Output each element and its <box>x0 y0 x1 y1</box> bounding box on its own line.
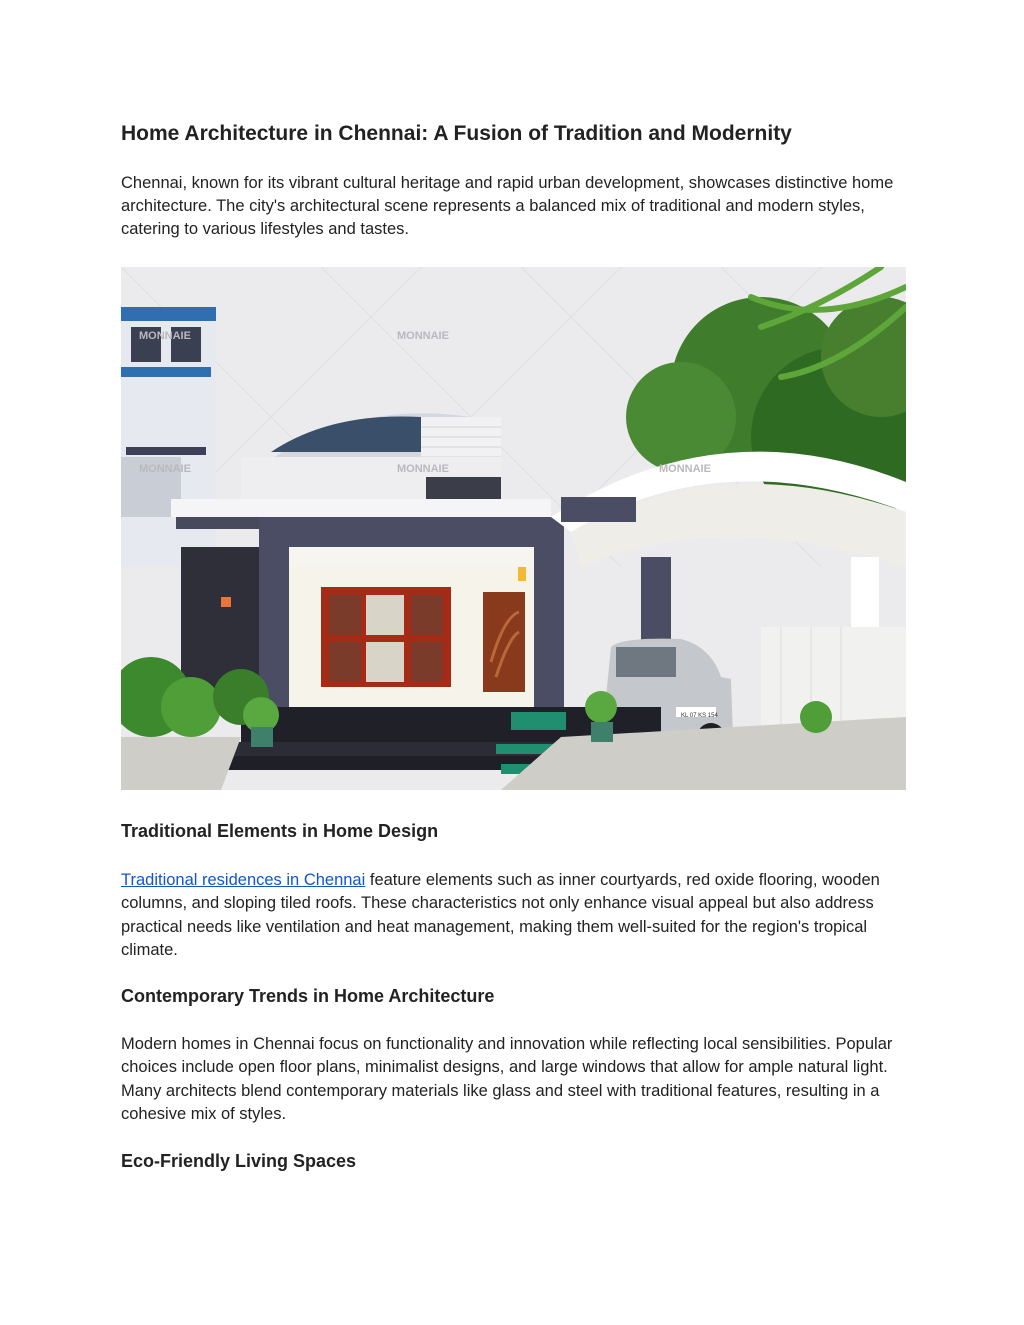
page-title: Home Architecture in Chennai: A Fusion of Tradition and Modernity <box>121 122 792 145</box>
intro-paragraph: Chennai, known for its vibrant cultural heritage and rapid urban development, showcases distinctive home architecture. The city's architectural scene represents a balanced mix of traditional and modern styles, catering to various lifestyles and tastes. <box>121 174 894 238</box>
license-plate: KL 07 KS 154 <box>681 713 718 719</box>
watermark-4: MONNAIE <box>659 463 711 475</box>
watermark-5: MONNAIE <box>139 463 191 475</box>
house-photo <box>121 267 906 790</box>
section-heading-traditional: Traditional Elements in Home Design <box>121 821 439 841</box>
watermark-1: MONNAIE <box>139 330 191 342</box>
watermark-3: MONNAIE <box>397 463 449 475</box>
section-heading-eco-friendly: Eco-Friendly Living Spaces <box>121 1151 357 1171</box>
contemporary-paragraph: Modern homes in Chennai focus on functionality and innovation while reflecting local sensibilities. Popular choices include open floor plans, minimalist designs, and large windows that allow for ample natural light. Many architects blend contemporary materials like glass and steel with traditional features, resulting in a cohesive mix of styles. <box>121 1035 893 1123</box>
section-heading-contemporary: Contemporary Trends in Home Architecture <box>121 986 495 1006</box>
traditional-paragraph-text: feature elements such as inner courtyards, red oxide flooring, wooden columns, and sloping tiled roofs. These characteristics not only enhance visual appeal but also address practical needs like ventilation and heat management, making them well-suited for the region's tropical climate. <box>121 871 880 959</box>
watermark-2: MONNAIE <box>397 330 449 342</box>
traditional-residences-link[interactable]: Traditional residences in Chennai <box>121 871 366 889</box>
traditional-paragraph <box>121 869 911 962</box>
